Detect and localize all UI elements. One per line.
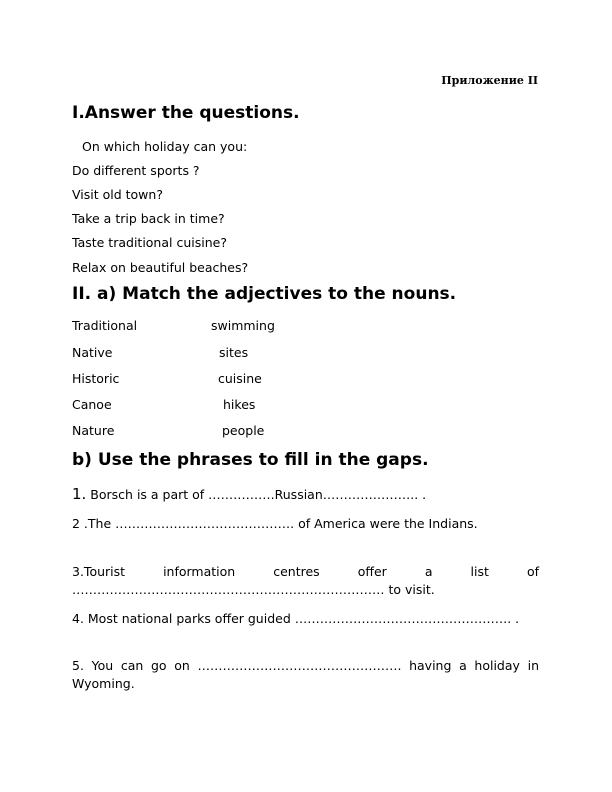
- match-row-3: [72, 371, 372, 389]
- match-row-1: [72, 318, 372, 336]
- section1-title: I.Answer the questions.: [72, 103, 300, 123]
- noun-4: hikes: [223, 397, 256, 412]
- questions-intro: On which holiday can you:: [82, 139, 248, 154]
- question-4: Taste traditional cuisine?: [72, 235, 227, 250]
- exercise-4: 4. Most national parks offer guided ……………………………………………. .: [72, 611, 520, 626]
- question-2: Visit old town?: [72, 187, 163, 202]
- match-row-2: [72, 345, 372, 363]
- section3-title: b) Use the phrases to fill in the gaps.: [72, 450, 429, 470]
- question-1: Do different sports ?: [72, 163, 200, 178]
- noun-2: sites: [219, 345, 249, 360]
- noun-1: swimming: [211, 318, 275, 333]
- exercise-1: [72, 485, 426, 503]
- noun-3: cuisine: [218, 371, 262, 386]
- adjective-2: Native: [72, 345, 113, 360]
- match-row-5: [72, 423, 372, 441]
- exercise-1-text: Borsch is a part of …………….Russian………………….. .: [90, 487, 427, 502]
- exercise-3: 3.Tourist information centres offer a list of ………………………………………………………………… to visit.: [72, 564, 539, 597]
- adjective-1: Traditional: [72, 318, 138, 333]
- match-row-4: [72, 397, 372, 415]
- section2-title: II. a) Match the adjectives to the nouns.: [72, 284, 457, 304]
- adjective-5: Nature: [72, 423, 115, 438]
- adjective-4: Canoe: [72, 397, 112, 412]
- exercise-2: 2 .The ……………………………………. of America were the Indians.: [72, 516, 478, 531]
- adjective-3: Historic: [72, 371, 120, 386]
- noun-5: people: [222, 423, 265, 438]
- question-3: Take a trip back in time?: [72, 211, 225, 226]
- exercise-5: 5. You can go on …………………………………………. having a holiday in Wyoming.: [72, 658, 539, 691]
- question-5: Relax on beautiful beaches?: [72, 260, 249, 275]
- appendix-label: Приложение II: [441, 74, 538, 87]
- exercise-1-number: 1.: [72, 485, 87, 503]
